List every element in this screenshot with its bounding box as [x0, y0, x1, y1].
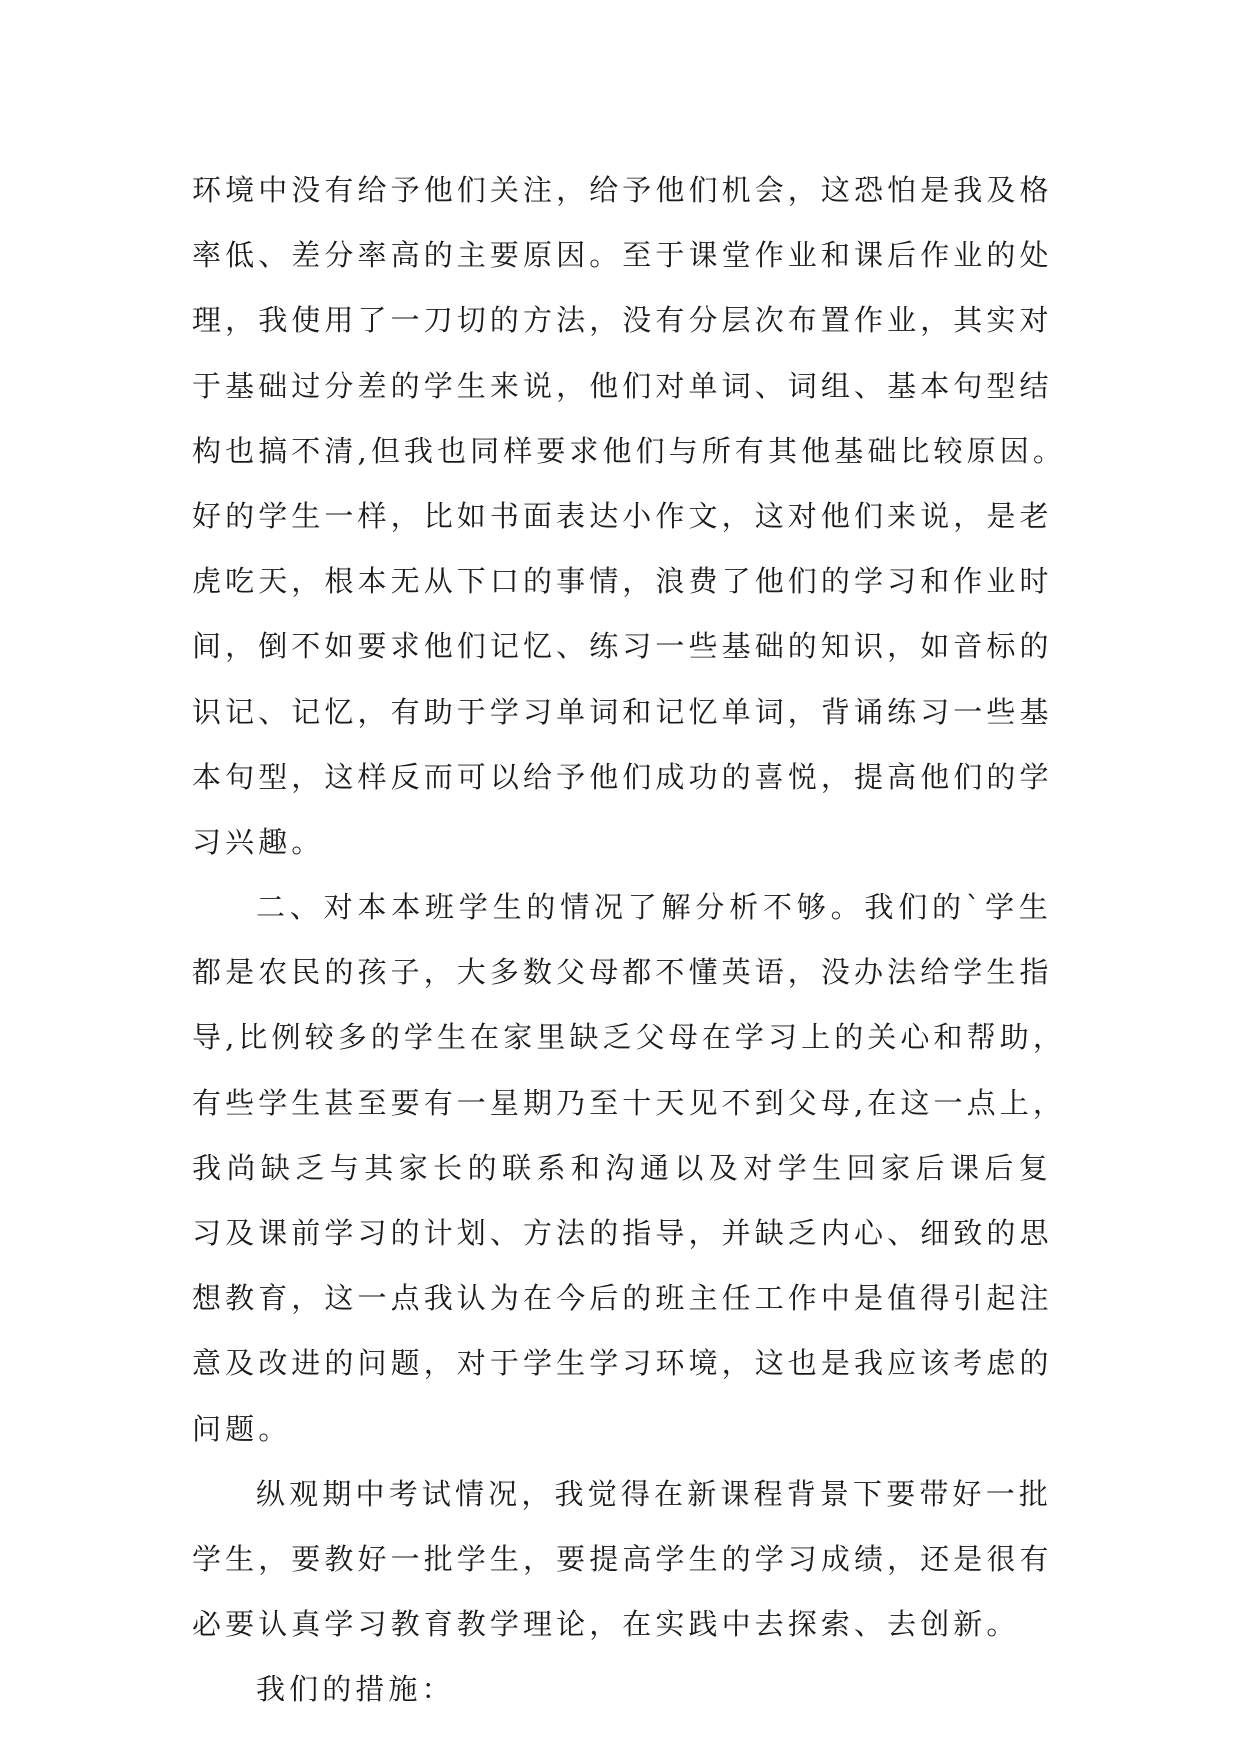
text-line: 间，倒不如要求他们记忆、练习一些基础的知识，如音标的 [192, 629, 1053, 664]
text-line: 率低、差分率高的主要原因。至于课堂作业和课后作业的处 [192, 238, 1053, 273]
text-line: 好的学生一样，比如书面表达小作文，这对他们来说，是老 [192, 498, 1053, 533]
text-line: 虎吃天，根本无从下口的事情，浪费了他们的学习和作业时 [192, 564, 1053, 599]
text-line: 识记、记忆，有助于学习单词和记忆单词，背诵练习一些基 [192, 694, 1053, 729]
text-line: 纵观期中考试情况，我觉得在新课程背景下要带好一批 [256, 1476, 1052, 1511]
text-line: 意及改进的问题，对于学生学习环境，这也是我应该考虑的 [192, 1346, 1053, 1381]
text-line: 问题。 [192, 1411, 292, 1446]
text-line: 习兴趣。 [192, 824, 325, 859]
text-line: 理，我使用了一刀切的方法，没有分层次布置作业，其实对 [192, 303, 1053, 338]
text-line: 本句型，这样反而可以给予他们成功的喜悦，提高他们的学 [192, 759, 1053, 794]
body-text [192, 158, 1066, 1723]
text-line: 二、对本本班学生的情况了解分析不够。我们的`学生 [256, 890, 1052, 925]
text-line: 都是农民的孩子，大多数父母都不懂英语，没办法给学生指 [192, 955, 1053, 990]
text-line: 想教育，这一点我认为在今后的班主任工作中是值得引起注 [192, 1281, 1053, 1316]
text-line: 学生，要教好一批学生，要提高学生的学习成绩，还是很有 [192, 1541, 1053, 1576]
text-line: 习及课前学习的计划、方法的指导，并缺乏内心、细致的思 [192, 1216, 1053, 1250]
text-line: 构也搞不清,但我也同样要求他们与所有其他基础比较原因。 [192, 433, 1066, 468]
text-line: 必要认真学习教育教学理论，在实践中去探索、去创新。 [192, 1607, 1020, 1642]
text-line: 环境中没有给予他们关注，给予他们机会，这恐怕是我及格 [192, 173, 1053, 207]
text-line: 我们的措施： [256, 1672, 455, 1707]
text-line: 我尚缺乏与其家长的联系和沟通以及对学生回家后课后复 [192, 1150, 1052, 1185]
text-line: 于基础过分差的学生来说，他们对单词、词组、基本句型结 [192, 368, 1053, 403]
text-line: 有些学生甚至要有一星期乃至十天见不到父母,在这一点上， [192, 1085, 1066, 1120]
text-line: 导,比例较多的学生在家里缺乏父母在学习上的关心和帮助， [192, 1020, 1066, 1055]
